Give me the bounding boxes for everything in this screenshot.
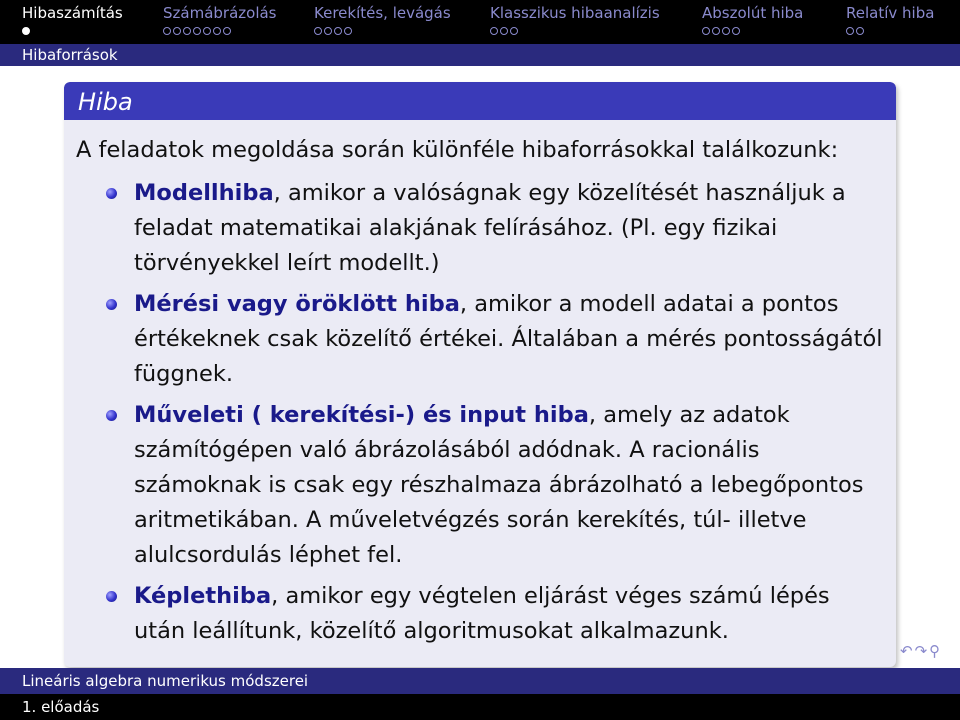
- nav-frame-dot[interactable]: [223, 27, 231, 35]
- list-item-text: , amikor a valóságnak egy közelítését használjuk a feladat matematikai alakjának felírásához. (Pl. egy fizikai törvényekkel leírt modellt.): [134, 180, 846, 276]
- nav-frame-dot[interactable]: [314, 27, 322, 35]
- subsection-bar: [0, 44, 960, 66]
- nav-frame-dot[interactable]: [163, 27, 171, 35]
- nav-frame-dot[interactable]: [183, 27, 191, 35]
- nav-section-dots: [490, 27, 520, 37]
- subsection-title[interactable]: Hibaforrások: [22, 46, 118, 64]
- beamer-navigation-icons[interactable]: [900, 642, 942, 660]
- list-item-text: , amikor a modell adatai a pontos értékeknek csak közelítő értékei. Általában a mérés pontosságától függnek.: [134, 291, 883, 387]
- block-title: Hiba: [78, 88, 133, 116]
- footer-course-title: Lineáris algebra numerikus módszerei: [22, 672, 309, 690]
- bullet-icon: [106, 299, 117, 310]
- nav-section-dots: [846, 27, 866, 37]
- nav-frame-dot[interactable]: [732, 27, 740, 35]
- zoom-icon[interactable]: ⚲: [929, 642, 943, 660]
- nav-frame-dot[interactable]: [173, 27, 181, 35]
- list-item-term: Mérési vagy öröklött hiba: [134, 291, 460, 317]
- list-item-term: Képlethiba: [134, 583, 272, 609]
- block-header: [64, 82, 896, 120]
- footer-course-bar: [0, 668, 960, 694]
- nav-section-dots: [22, 27, 32, 37]
- nav-frame-dot[interactable]: [500, 27, 508, 35]
- intro-text: A feladatok megoldása során különféle hibaforrásokkal találkozunk:: [76, 137, 839, 163]
- nav-frame-dot[interactable]: [846, 27, 854, 35]
- block-body: [64, 120, 896, 649]
- nav-frame-dot[interactable]: [324, 27, 332, 35]
- nav-frame-dot[interactable]: [22, 27, 30, 35]
- footer-lecture-title: 1. előadás: [22, 698, 100, 716]
- list-item: [76, 176, 884, 281]
- nav-section-title[interactable]: Kerekítés, levágás: [314, 4, 451, 22]
- nav-forward-icon[interactable]: ↷: [914, 642, 930, 660]
- nav-section-title[interactable]: Számábrázolás: [163, 4, 277, 22]
- nav-section-title[interactable]: Hibaszámítás: [22, 4, 123, 22]
- nav-frame-dot[interactable]: [344, 27, 352, 35]
- nav-frame-dot[interactable]: [510, 27, 518, 35]
- list-item-text: , amely az adatok számítógépen való ábrázolásából adódnak. A racionális számoknak is csak egy részhalmaza ábrázolható a lebegőpontos aritmetikában. A műveletvégzés során kerekítés, túl- illetve alulcsordulás léphet fel.: [134, 402, 864, 568]
- nav-section-title[interactable]: Klasszikus hibaanalízis: [490, 4, 660, 22]
- nav-frame-dot[interactable]: [712, 27, 720, 35]
- list-item-term: Modellhiba: [134, 180, 274, 206]
- nav-section-title[interactable]: Relatív hiba: [846, 4, 935, 22]
- list-item: [76, 287, 884, 392]
- bullet-icon: [106, 410, 117, 421]
- nav-frame-dot[interactable]: [722, 27, 730, 35]
- bullet-icon: [106, 591, 117, 602]
- footer-lecture-bar: [0, 694, 960, 720]
- nav-frame-dot[interactable]: [213, 27, 221, 35]
- nav-frame-dot[interactable]: [203, 27, 211, 35]
- footer: [0, 668, 960, 720]
- nav-frame-dot[interactable]: [193, 27, 201, 35]
- nav-section-dots: [163, 27, 233, 37]
- nav-back-icon[interactable]: ↶: [900, 642, 915, 660]
- error-source-list: [76, 176, 884, 649]
- nav-section-dots: [314, 27, 354, 37]
- content-block: [64, 82, 896, 667]
- nav-section-title[interactable]: Abszolút hiba: [702, 4, 804, 22]
- list-item-term: Műveleti ( kerekítési-) és input hiba: [134, 402, 589, 428]
- nav-frame-dot[interactable]: [856, 27, 864, 35]
- nav-frame-dot[interactable]: [702, 27, 710, 35]
- list-item: [76, 398, 884, 573]
- bullet-icon: [106, 188, 117, 199]
- list-item: [76, 579, 884, 649]
- nav-frame-dot[interactable]: [334, 27, 342, 35]
- list-item-text: , amikor egy végtelen eljárást véges számú lépés után leállítunk, közelítő algoritmusokat alkalmazunk.: [134, 583, 830, 644]
- nav-section-dots: [702, 27, 742, 37]
- nav-frame-dot[interactable]: [490, 27, 498, 35]
- navigation-bar: [0, 0, 960, 44]
